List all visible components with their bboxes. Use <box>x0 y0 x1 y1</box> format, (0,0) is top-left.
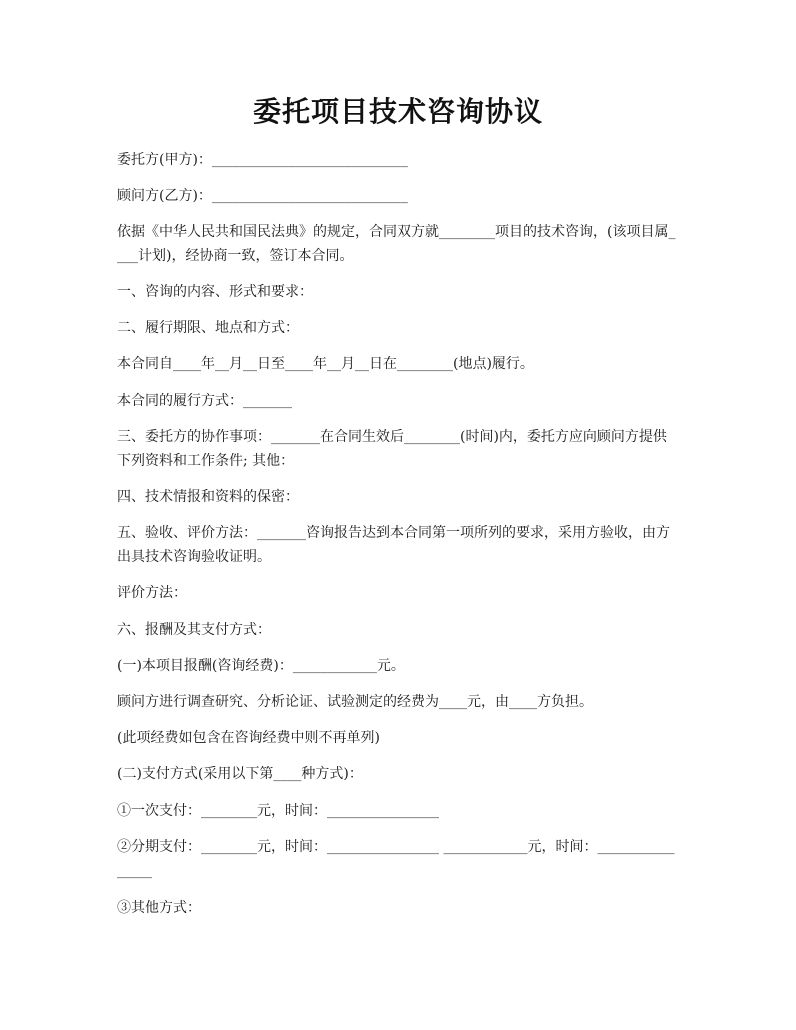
client-party-line: 委托方(甲方)：____________________________ <box>117 152 408 168</box>
performance-method-line: 本合同的履行方式：_______ <box>117 393 292 409</box>
section-6-heading: 六、报酬及其支付方式： <box>117 622 271 638</box>
section-4-heading: 四、技术情报和资料的保密： <box>117 489 299 505</box>
installment-payment-paragraph: ②分期支付：________元，时间：________________ ____________元，时间：________________ <box>117 839 675 879</box>
document-title: 委托项目技术咨询协议 <box>252 95 543 128</box>
fee-line: (一)本项目报酬(咨询经费)：____________元。 <box>117 658 405 674</box>
section-1-heading: 一、咨询的内容、形式和要求： <box>117 284 313 300</box>
preamble-paragraph: 依据《中华人民共和国民法典》的规定，合同双方就________项目的技术咨询，(该项目属____计划)，经协商一致，签订本合同。 <box>117 224 676 264</box>
other-payment-line: ③其他方式： <box>117 900 201 916</box>
section-5-paragraph: 五、验收、评价方法：_______咨询报告达到本合同第一项所列的要求，采用方验收，由方出具技术咨询验收证明。 <box>117 525 670 565</box>
consultant-party-line: 顾问方(乙方)：____________________________ <box>117 188 408 204</box>
expense-note-line: (此项经费如包含在咨询经费中则不再单列) <box>117 730 380 746</box>
evaluation-method-line: 评价方法： <box>117 585 187 601</box>
section-3-paragraph: 三、委托方的协作事项：_______在合同生效后________(时间)内，委托方应向顾问方提供下列资料和工作条件; 其他： <box>117 429 667 469</box>
section-2-heading: 二、履行期限、地点和方式： <box>117 320 299 336</box>
research-expense-line: 顾问方进行调查研究、分析论证、试验测定的经费为____元，由____方负担。 <box>117 694 593 710</box>
performance-period-line: 本合同自____年__月__日至____年__月__日在________(地点)履行。 <box>117 356 534 372</box>
lump-sum-payment-line: ①一次支付：________元，时间：________________ <box>117 803 439 819</box>
payment-method-line: (二)支付方式(采用以下第____种方式)： <box>117 766 363 782</box>
